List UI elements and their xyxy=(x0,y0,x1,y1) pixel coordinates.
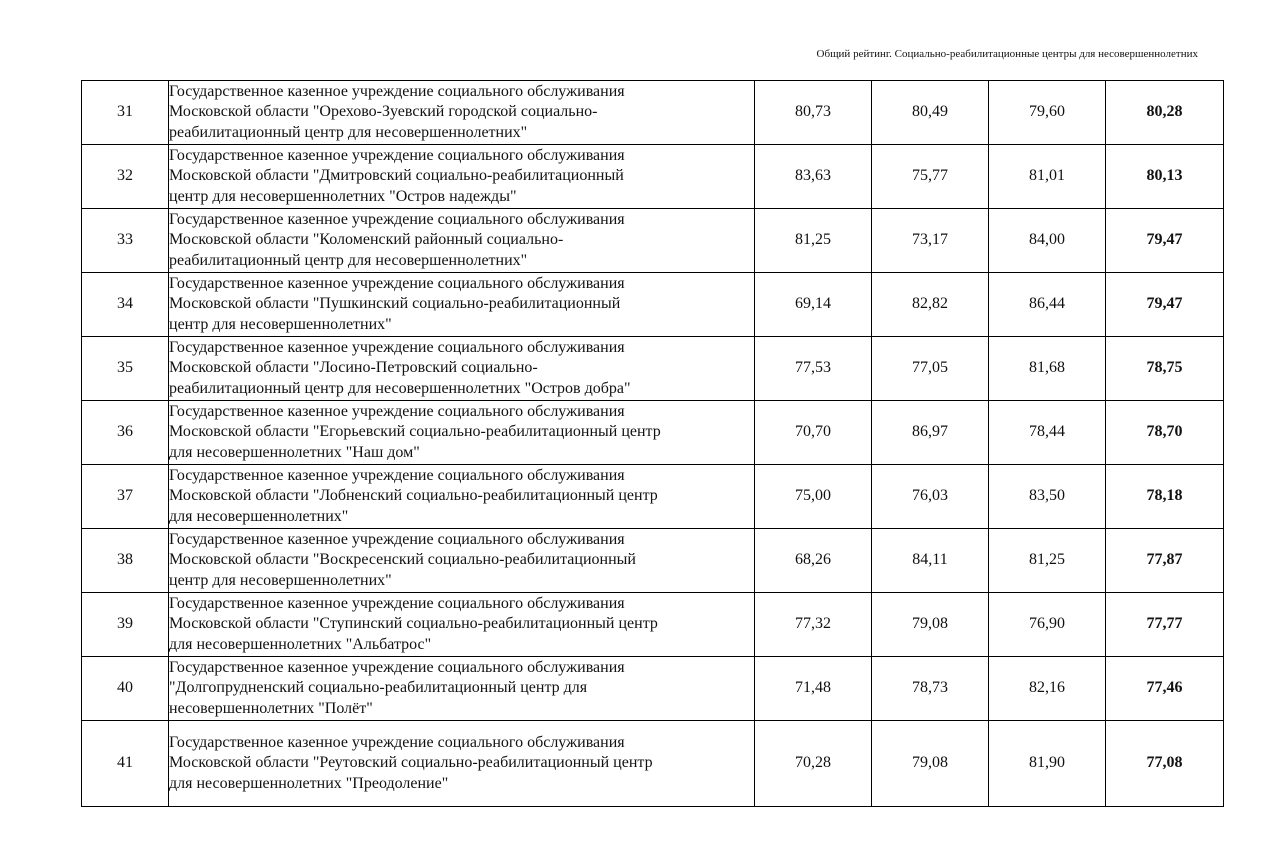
score-2: 73,17 xyxy=(872,209,989,273)
score-1: 80,73 xyxy=(755,81,872,145)
total-score: 77,46 xyxy=(1106,657,1224,721)
institution-name-line: Государственное казенное учреждение социального обслуживания xyxy=(169,82,625,100)
total-score: 79,47 xyxy=(1106,273,1224,337)
score-2: 75,77 xyxy=(872,145,989,209)
total-score: 80,28 xyxy=(1106,81,1224,145)
institution-name-line: несовершеннолетних "Полёт" xyxy=(169,699,373,717)
institution-name xyxy=(169,209,755,273)
row-number: 37 xyxy=(82,465,169,529)
institution-name xyxy=(169,721,755,807)
institution-name-line: центр для несовершеннолетних "Остров надежды" xyxy=(169,187,517,205)
score-1: 70,28 xyxy=(755,721,872,807)
score-2: 77,05 xyxy=(872,337,989,401)
score-2: 86,97 xyxy=(872,401,989,465)
institution-name-line: Московской области "Лобненский социально-реабилитационный центр xyxy=(169,487,658,505)
institution-name-line: центр для несовершеннолетних" xyxy=(169,571,392,589)
institution-name-line: реабилитационный центр для несовершеннолетних "Остров добра" xyxy=(169,379,631,397)
institution-name-line: Государственное казенное учреждение социального обслуживания xyxy=(169,402,625,420)
institution-name-line: реабилитационный центр для несовершеннолетних" xyxy=(169,123,528,141)
score-3: 78,44 xyxy=(989,401,1106,465)
institution-name-line: Московской области "Реутовский социально-реабилитационный центр xyxy=(169,754,653,772)
score-3: 81,90 xyxy=(989,721,1106,807)
institution-name xyxy=(169,657,755,721)
institution-name-line: "Долгопрудненский социально-реабилитационный центр для xyxy=(169,679,588,697)
institution-name-line: для несовершеннолетних" xyxy=(169,507,349,525)
institution-name xyxy=(169,145,755,209)
institution-name-line: Московской области "Коломенский районный социально- xyxy=(169,231,564,249)
score-1: 68,26 xyxy=(755,529,872,593)
institution-name-line: Государственное казенное учреждение социального обслуживания xyxy=(169,466,625,484)
score-3: 79,60 xyxy=(989,81,1106,145)
institution-name xyxy=(169,337,755,401)
institution-name-line: Государственное казенное учреждение социального обслуживания xyxy=(169,338,625,356)
score-1: 77,32 xyxy=(755,593,872,657)
institution-name-line: для несовершеннолетних "Альбатрос" xyxy=(169,635,432,653)
institution-name xyxy=(169,273,755,337)
score-1: 81,25 xyxy=(755,209,872,273)
page-header-title: Общий рейтинг. Социально-реабилитационные центры для несовершеннолетних xyxy=(816,48,1198,60)
score-1: 70,70 xyxy=(755,401,872,465)
score-3: 83,50 xyxy=(989,465,1106,529)
row-number: 40 xyxy=(82,657,169,721)
score-1: 75,00 xyxy=(755,465,872,529)
institution-name-line: Государственное казенное учреждение социального обслуживания xyxy=(169,146,625,164)
score-1: 83,63 xyxy=(755,145,872,209)
institution-name-line: Государственное казенное учреждение социального обслуживания xyxy=(169,274,625,292)
institution-name xyxy=(169,81,755,145)
rating-table-body xyxy=(82,81,1224,807)
table-row xyxy=(82,209,1224,273)
table-row xyxy=(82,273,1224,337)
total-score: 78,18 xyxy=(1106,465,1224,529)
total-score: 78,70 xyxy=(1106,401,1224,465)
institution-name-line: Государственное казенное учреждение социального обслуживания xyxy=(169,210,625,228)
row-number: 35 xyxy=(82,337,169,401)
institution-name-line: Московской области "Егорьевский социально-реабилитационный центр xyxy=(169,423,661,441)
institution-name-line: Московской области "Лосино-Петровский социально- xyxy=(169,359,538,377)
score-1: 71,48 xyxy=(755,657,872,721)
table-row xyxy=(82,465,1224,529)
score-3: 76,90 xyxy=(989,593,1106,657)
row-number: 32 xyxy=(82,145,169,209)
score-2: 76,03 xyxy=(872,465,989,529)
score-3: 86,44 xyxy=(989,273,1106,337)
row-number: 34 xyxy=(82,273,169,337)
score-3: 84,00 xyxy=(989,209,1106,273)
score-3: 81,01 xyxy=(989,145,1106,209)
table-row xyxy=(82,81,1224,145)
total-score: 79,47 xyxy=(1106,209,1224,273)
score-3: 81,25 xyxy=(989,529,1106,593)
score-2: 84,11 xyxy=(872,529,989,593)
total-score: 77,08 xyxy=(1106,721,1224,807)
total-score: 78,75 xyxy=(1106,337,1224,401)
total-score: 77,87 xyxy=(1106,529,1224,593)
score-3: 81,68 xyxy=(989,337,1106,401)
score-2: 79,08 xyxy=(872,593,989,657)
row-number: 31 xyxy=(82,81,169,145)
table-row xyxy=(82,657,1224,721)
institution-name xyxy=(169,465,755,529)
institution-name-line: Государственное казенное учреждение социального обслуживания xyxy=(169,594,625,612)
score-2: 79,08 xyxy=(872,721,989,807)
total-score: 77,77 xyxy=(1106,593,1224,657)
institution-name-line: Московской области "Пушкинский социально-реабилитационный xyxy=(169,295,621,313)
institution-name-line: Московской области "Орехово-Зуевский городской социально- xyxy=(169,103,598,121)
row-number: 41 xyxy=(82,721,169,807)
score-2: 78,73 xyxy=(872,657,989,721)
institution-name-line: для несовершеннолетних "Преодоление" xyxy=(169,774,449,792)
institution-name-line: Московской области "Дмитровский социально-реабилитационный xyxy=(169,167,624,185)
total-score: 80,13 xyxy=(1106,145,1224,209)
score-3: 82,16 xyxy=(989,657,1106,721)
table-row xyxy=(82,529,1224,593)
institution-name xyxy=(169,401,755,465)
institution-name-line: реабилитационный центр для несовершеннолетних" xyxy=(169,251,528,269)
institution-name-line: Московской области "Воскресенский социально-реабилитационный xyxy=(169,551,636,569)
institution-name-line: Государственное казенное учреждение социального обслуживания xyxy=(169,658,625,676)
table-row xyxy=(82,145,1224,209)
table-row xyxy=(82,401,1224,465)
table-row xyxy=(82,721,1224,807)
row-number: 38 xyxy=(82,529,169,593)
institution-name-line: Московской области "Ступинский социально-реабилитационный центр xyxy=(169,615,658,633)
row-number: 33 xyxy=(82,209,169,273)
score-2: 80,49 xyxy=(872,81,989,145)
institution-name-line: для несовершеннолетних "Наш дом" xyxy=(169,443,420,461)
table-row xyxy=(82,337,1224,401)
row-number: 39 xyxy=(82,593,169,657)
institution-name-line: Государственное казенное учреждение социального обслуживания xyxy=(169,733,625,751)
institution-name-line: Государственное казенное учреждение социального обслуживания xyxy=(169,530,625,548)
institution-name xyxy=(169,593,755,657)
score-2: 82,82 xyxy=(872,273,989,337)
institution-name xyxy=(169,529,755,593)
table-row xyxy=(82,593,1224,657)
score-1: 69,14 xyxy=(755,273,872,337)
row-number: 36 xyxy=(82,401,169,465)
rating-table xyxy=(81,80,1224,807)
score-1: 77,53 xyxy=(755,337,872,401)
institution-name-line: центр для несовершеннолетних" xyxy=(169,315,392,333)
